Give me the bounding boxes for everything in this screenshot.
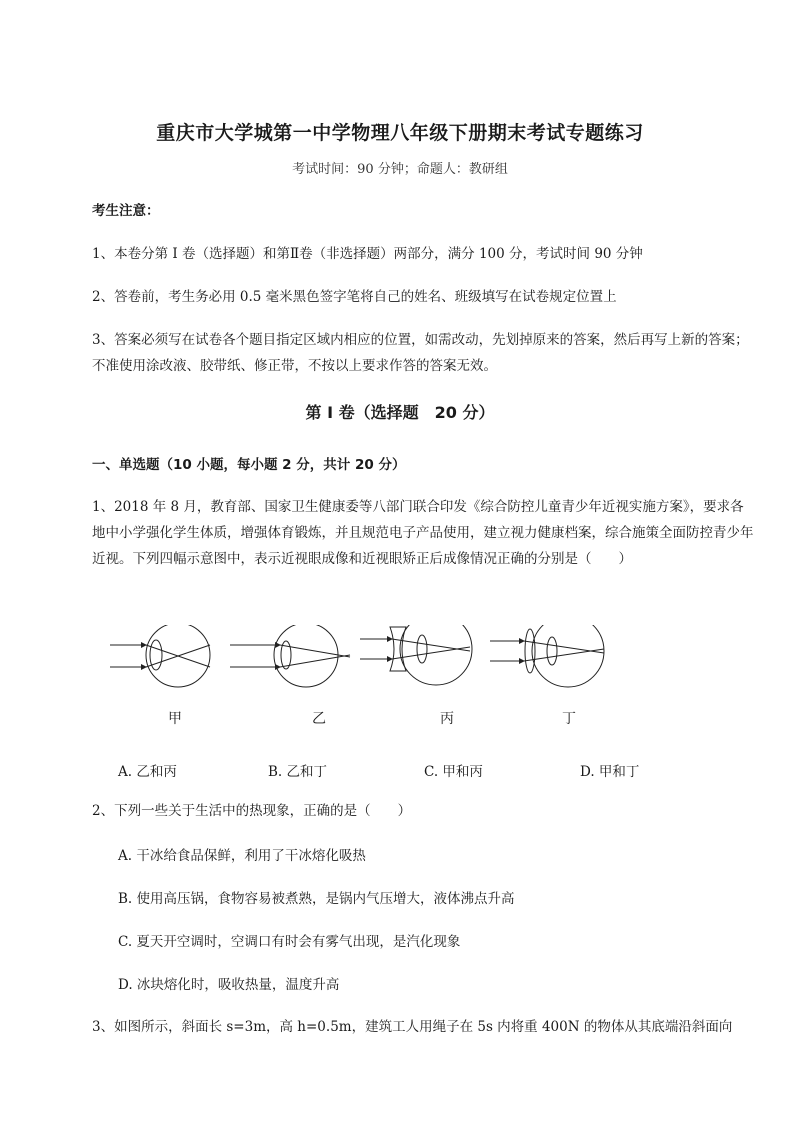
figure-label-bing: 丙 — [440, 711, 454, 727]
eye-diagram-bing — [360, 625, 472, 685]
question-stem: 2、下列一些关于生活中的热现象，正确的是（ ） — [92, 803, 412, 819]
figure-label-yi: 乙 — [312, 711, 326, 727]
part-heading: 一、单选题（10 小题，每小题 2 分，共计 20 分） — [92, 457, 406, 473]
eye-diagram-figure — [110, 625, 630, 745]
option-c[interactable]: C. 夏天开空调时，空调口有时会有雾气出现，是汽化现象 — [118, 934, 461, 950]
option-b[interactable]: B. 乙和丁 — [268, 764, 328, 780]
option-d[interactable]: D. 甲和丁 — [580, 764, 640, 780]
eye-diagram-jia — [110, 625, 210, 687]
notice-item: 2、答卷前，考生务必用 0.5 毫米黑色签字笔将自己的姓名、班级填写在试卷规定位置上 — [92, 289, 617, 305]
option-a[interactable]: A. 乙和丙 — [118, 764, 177, 780]
notice-heading: 考生注意： — [92, 203, 160, 219]
option-b[interactable]: B. 使用高压锅，食物容易被煮熟，是锅内气压增大，液体沸点升高 — [118, 891, 515, 907]
notice-item: 1、本卷分第 I 卷（选择题）和第Ⅱ卷（非选择题）两部分，满分 100 分，考试时间 90 分钟 — [92, 246, 643, 262]
figure-label-jia: 甲 — [168, 711, 182, 727]
eye-diagram-yi — [230, 625, 350, 687]
option-a[interactable]: A. 干冰给食品保鲜，利用了干冰熔化吸热 — [118, 848, 366, 864]
notice-item: 3、答案必须写在试卷各个题目指定区域内相应的位置，如需改动，先划掉原来的答案，然后再写上新的答案；不准使用涂改液、胶带纸、修正带，不按以上要求作答的答案无效。 — [92, 332, 749, 374]
question-stem: 1、2018 年 8 月，教育部、国家卫生健康委等八部门联合印发《综合防控儿童青少年近视实施方案》，要求各地中小学强化学生体质，增强体育锻炼，并且规范电子产品使用，建立视力健康档案，综合施策全面防控青少年近视。下列四幅示意图中，表示近视眼成像和近视眼矫正后成像情况正确的分别是（ ） — [92, 499, 754, 567]
question-stem: 3、如图所示，斜面长 s=3m，高 h=0.5m，建筑工人用绳子在 5s 内将重 400N 的物体从其底端沿斜面向 — [92, 1019, 733, 1035]
eye-diagram-ding — [490, 625, 604, 687]
section-title: 第 I 卷（选择题 20 分） — [305, 403, 495, 422]
option-d[interactable]: D. 冰块熔化时，吸收热量，温度升高 — [118, 977, 340, 993]
option-c[interactable]: C. 甲和丙 — [424, 764, 483, 780]
page-title: 重庆市大学城第一中学物理八年级下册期末考试专题练习 — [156, 122, 644, 144]
figure-label-ding: 丁 — [562, 711, 576, 727]
exam-meta: 考试时间：90 分钟；命题人：教研组 — [292, 162, 508, 177]
